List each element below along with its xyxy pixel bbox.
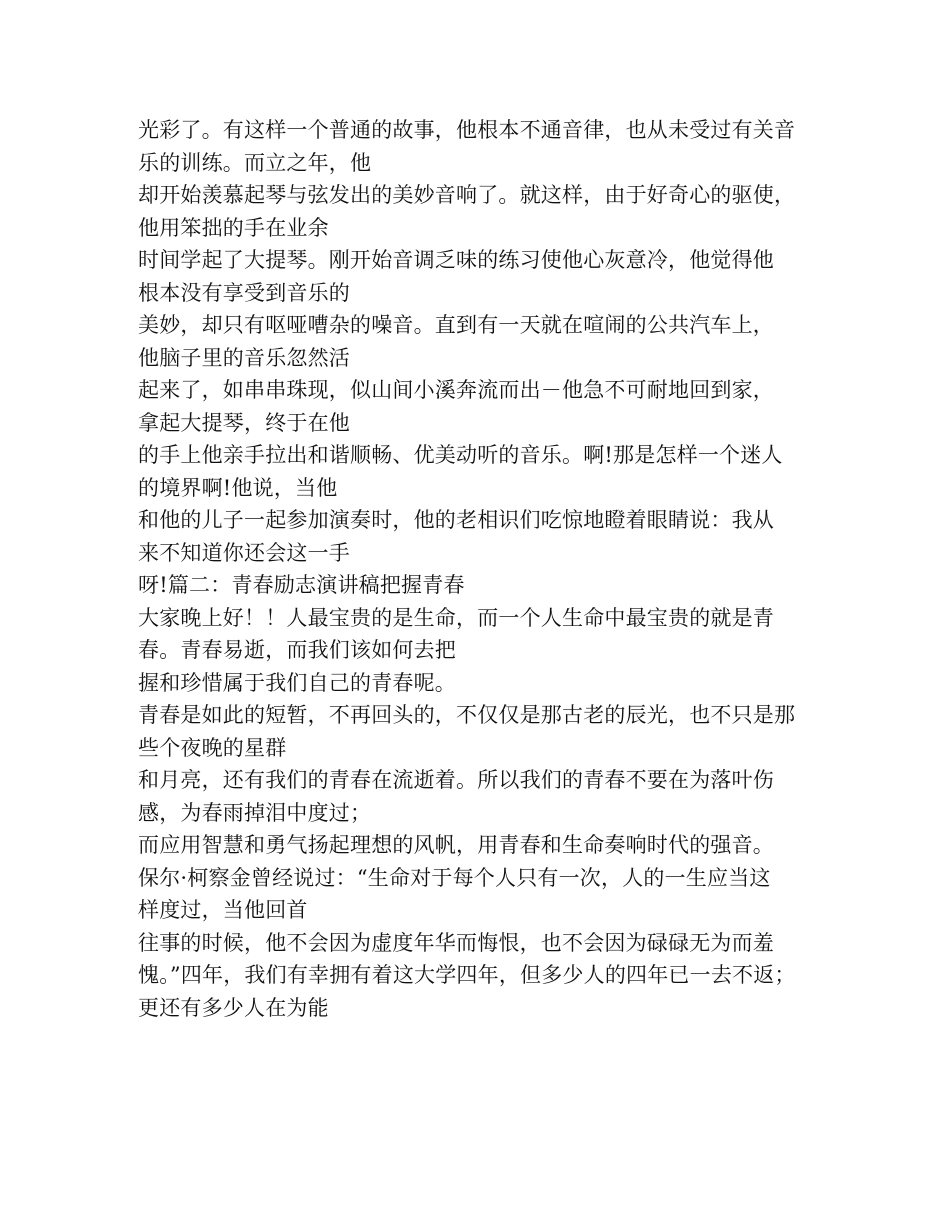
section-heading-line: 呀!篇二：青春励志演讲稿把握青春 [138,573,465,597]
text-line: 的境界啊!他说，当他 [138,475,338,500]
text-line: 握和珍惜属于我们自己的青春呢。 [138,670,456,695]
text-line: 保尔·柯察金曾经说过：“生命对于每个人只有一次，人的一生应当这 [138,865,771,890]
text-line: 来不知道你还会这一手 [138,540,350,565]
text-line: 愧。”四年，我们有幸拥有着这大学四年，但多少人的四年已一去不返； [138,963,796,987]
text-line: 春。青春易逝，而我们该如何去把 [138,638,456,662]
text-line: 大家晚上好！！人最宝贵的是生命，而一个人生命中最宝贵的就是青 [138,605,774,630]
text-line: 青春是如此的短暂，不再回头的，不仅仅是那古老的辰光，也不只是那 [138,703,796,727]
text-line: 光彩了。有这样一个普通的故事，他根本不通音律，也从未受过有关音 [138,118,796,142]
text-line: 和月亮，还有我们的青春在流逝着。所以我们的青春不要在为落叶伤 [138,768,774,792]
text-line: 他用笨拙的手在业余 [138,215,329,240]
text-line: 美妙，却只有呕哑嘈杂的噪音。直到有一天就在喧闹的公共汽车上， [138,313,774,337]
text-line: 乐的训练。而立之年，他 [138,150,372,175]
text-line: 却开始羡慕起琴与弦发出的美妙音响了。就这样，由于好奇心的驱使， [138,183,796,207]
text-line: 往事的时候，他不会因为虚度年华而悔恨，也不会因为碌碌无为而羞 [138,930,774,955]
text-line: 的手上他亲手拉出和谐顺畅、优美动听的音乐。啊!那是怎样一个迷人 [138,443,783,467]
body-text [138,114,828,1024]
text-line: 更还有多少人在为能 [138,995,329,1020]
text-line: 感，为春雨掉泪中度过； [138,800,372,825]
text-line: 他脑子里的音乐忽然活 [138,345,350,370]
text-line: 拿起大提琴，终于在他 [138,410,350,435]
text-line: 而应用智慧和勇气扬起理想的风帆，用青春和生命奏响时代的强音。 [138,833,774,857]
text-line: 些个夜晚的星群 [138,735,287,760]
text-line: 和他的儿子一起参加演奏时，他的老相识们吃惊地瞪着眼睛说：我从 [138,508,774,532]
text-line: 样度过，当他回首 [138,898,308,922]
text-line: 根本没有享受到音乐的 [138,280,350,305]
text-line: 起来了，如串串珠现，似山间小溪奔流而出－他急不可耐地回到家， [138,378,774,402]
text-line: 时间学起了大提琴。刚开始音调乏味的练习使他心灰意冷，他觉得他 [138,248,774,272]
